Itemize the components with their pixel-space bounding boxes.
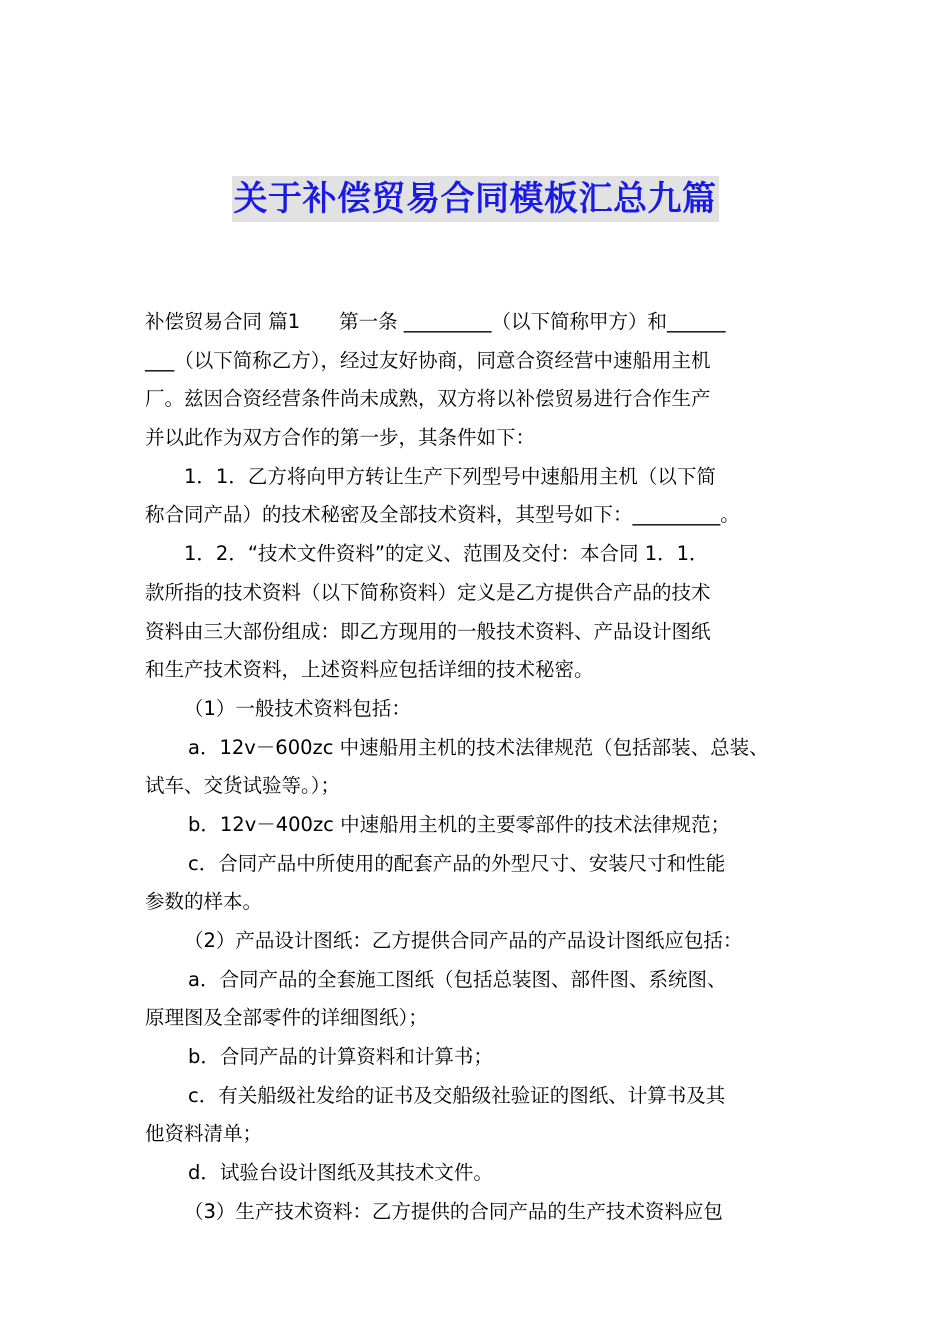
paragraph-line: 补偿贸易合同 篇1 第一条 _________（以下简称甲方）和______ [145, 310, 726, 333]
paragraph-line: （3）生产技术资料：乙方提供的合同产品的生产技术资料应包 [184, 1199, 723, 1223]
paragraph-line: 他资料清单； [145, 1122, 263, 1146]
paragraph-line: 资料由三大部份组成：即乙方现用的一般技术资料、产品设计图纸 [145, 619, 711, 643]
paragraph-line: （2）产品设计图纸：乙方提供合同产品的产品设计图纸应包括： [184, 929, 743, 952]
paragraph-line: 原理图及全部零件的详细图纸）； [145, 1006, 428, 1030]
paragraph-line: 称合同产品）的技术秘密及全部技术资料，其型号如下：_________。 [145, 503, 740, 527]
paragraph-line: ___（以下简称乙方），经过友好协商，同意合资经营中速船用主机 [145, 348, 711, 372]
paragraph-line: 厂。兹因合资经营条件尚未成熟，双方将以补偿贸易进行合作生产 [145, 387, 711, 411]
document-body [145, 303, 825, 1232]
paragraph-line: d．试验台设计图纸及其技术文件。 [188, 1161, 493, 1185]
paragraph-line: 和生产技术资料，上述资料应包括详细的技术秘密。 [145, 658, 594, 682]
paragraph-line: 参数的样本。 [145, 890, 263, 914]
paragraph-line: b．12v－400zc 中速船用主机的主要零部件的技术法律规范； [188, 812, 731, 836]
paragraph-line: c．合同产品中所使用的配套产品的外型尺寸、安装尺寸和性能 [188, 851, 726, 875]
paragraph-line: 1．1．乙方将向甲方转让生产下列型号中速船用主机（以下简 [184, 464, 716, 488]
paragraph-line: c．有关船级社发给的证书及交船级社验证的图纸、计算书及其 [188, 1083, 726, 1107]
paragraph-line: （1）一般技术资料包括： [184, 696, 411, 720]
document-title: 关于补偿贸易合同模板汇总九篇 [232, 176, 719, 222]
paragraph-line: 1．2．“技术文件资料”的定义、范围及交付：本合同 1．1． [184, 542, 709, 566]
paragraph-line: 并以此作为双方合作的第一步，其条件如下： [145, 426, 536, 450]
paragraph-line: 试车、交货试验等。）； [145, 774, 341, 798]
paragraph-line: b．合同产品的计算资料和计算书； [188, 1045, 493, 1069]
paragraph-line: a．12v－600zc 中速船用主机的技术法律规范（包括部装、总装、 [188, 735, 769, 759]
paragraph-line: 款所指的技术资料（以下简称资料）定义是乙方提供合产品的技术 [145, 580, 711, 604]
title-block [0, 176, 950, 222]
paragraph-line: a．合同产品的全套施工图纸（包括总装图、部件图、系统图、 [188, 967, 727, 991]
